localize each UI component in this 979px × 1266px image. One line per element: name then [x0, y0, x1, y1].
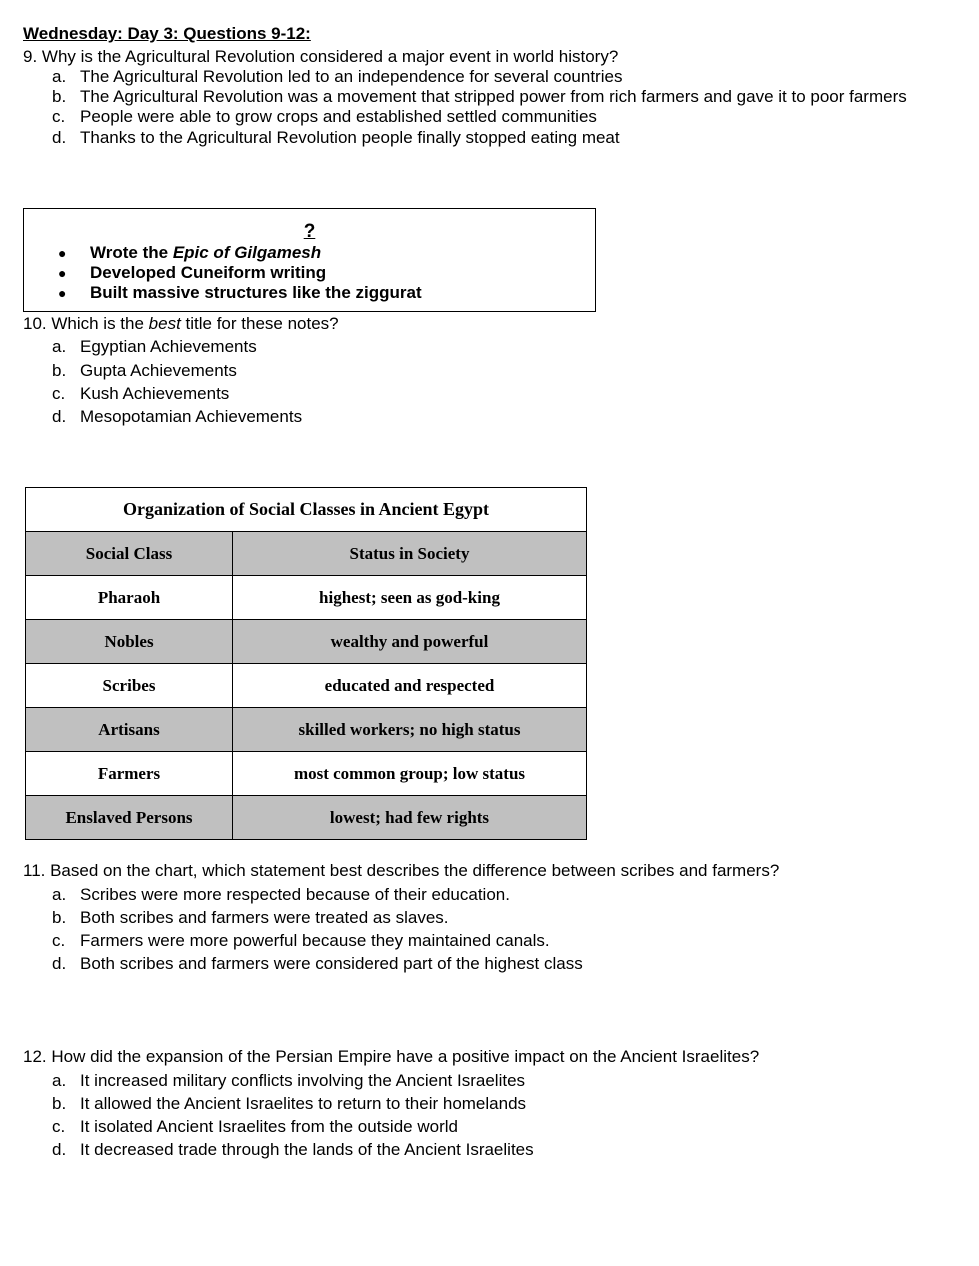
social-class-cell: Farmers — [26, 752, 233, 796]
question-10: 10. Which is the best title for these notes? — [23, 314, 339, 333]
notes-list — [58, 243, 422, 303]
q12-option-b[interactable]: b. It allowed the Ancient Israelites to return to their homelands — [52, 1094, 527, 1113]
table-title: Organization of Social Classes in Ancient Egypt — [26, 488, 587, 532]
notes-item: ● Developed Cuneiform writing — [58, 263, 327, 282]
social-class-cell: Enslaved Persons — [26, 796, 233, 840]
table-row — [26, 620, 587, 664]
bullet-icon: ● — [58, 265, 67, 281]
q11-option-c[interactable]: c. Farmers were more powerful because they maintained canals. — [52, 931, 550, 950]
social-class-cell: Scribes — [26, 664, 233, 708]
notes-box-title: ? — [303, 221, 316, 242]
question-9: 9. Why is the Agricultural Revolution considered a major event in world history? — [23, 47, 619, 66]
question-12: 12. How did the expansion of the Persian Empire have a positive impact on the Ancient Israelites? — [23, 1047, 760, 1066]
status-cell: lowest; had few rights — [233, 796, 587, 840]
q11-option-a[interactable]: a. Scribes were more respected because of their education. — [52, 885, 510, 904]
q11-option-d[interactable]: d. Both scribes and farmers were considered part of the highest class — [52, 954, 583, 973]
q9-option-c[interactable]: c. People were able to grow crops and established settled communities — [52, 107, 597, 126]
q12-option-c[interactable]: c. It isolated Ancient Israelites from the outside world — [52, 1117, 458, 1136]
table-row — [26, 576, 587, 620]
q10-option-d[interactable]: d. Mesopotamian Achievements — [52, 407, 303, 426]
social-class-cell: Pharaoh — [26, 576, 233, 620]
q12-option-a[interactable]: a. It increased military conflicts involving the Ancient Israelites — [52, 1071, 526, 1090]
notes-item: ● Wrote the Epic of Gilgamesh — [58, 243, 322, 262]
q10-option-a[interactable]: a. Egyptian Achievements — [52, 337, 257, 356]
social-class-cell: Artisans — [26, 708, 233, 752]
table-title-row — [26, 488, 587, 532]
table-row — [26, 796, 587, 840]
bullet-icon: ● — [58, 285, 67, 301]
notes-box — [23, 208, 596, 312]
q10-option-b[interactable]: b. Gupta Achievements — [52, 361, 237, 380]
social-class-cell: Nobles — [26, 620, 233, 664]
status-cell: skilled workers; no high status — [233, 708, 587, 752]
table-header-row — [26, 532, 587, 576]
status-cell: educated and respected — [233, 664, 587, 708]
q9-option-b[interactable]: b. The Agricultural Revolution was a movement that stripped power from rich farmers and gave it to poor farmers — [52, 87, 907, 106]
table-row — [26, 708, 587, 752]
notes-item: ● Built massive structures like the ziggurat — [58, 283, 422, 302]
q9-option-a[interactable]: a. The Agricultural Revolution led to an independence for several countries — [52, 67, 623, 86]
table-row — [26, 664, 587, 708]
q10-option-c[interactable]: c. Kush Achievements — [52, 384, 230, 403]
column-header-status: Status in Society — [233, 532, 587, 576]
page-heading: Wednesday: Day 3: Questions 9-12: — [23, 24, 311, 43]
status-cell: most common group; low status — [233, 752, 587, 796]
q12-option-d[interactable]: d. It decreased trade through the lands of the Ancient Israelites — [52, 1140, 534, 1159]
q11-option-b[interactable]: b. Both scribes and farmers were treated as slaves. — [52, 908, 449, 927]
column-header-social-class: Social Class — [26, 532, 233, 576]
q9-option-d[interactable]: d. Thanks to the Agricultural Revolution people finally stopped eating meat — [52, 128, 620, 147]
question-11: 11. Based on the chart, which statement best describes the difference between scribes and farmers? — [23, 861, 780, 880]
bullet-icon: ● — [58, 245, 67, 261]
social-classes-table — [25, 487, 587, 840]
status-cell: highest; seen as god-king — [233, 576, 587, 620]
table-row — [26, 752, 587, 796]
status-cell: wealthy and powerful — [233, 620, 587, 664]
